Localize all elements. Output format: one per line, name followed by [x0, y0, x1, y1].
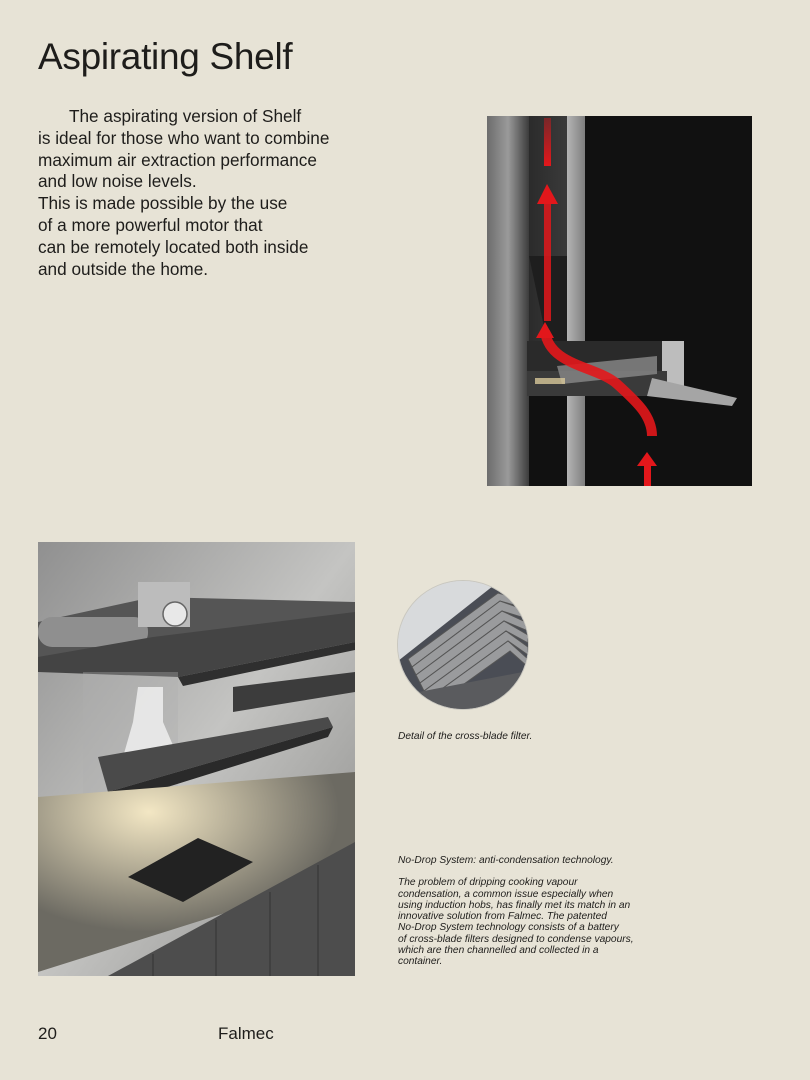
- intro-line: is ideal for those who want to combine: [38, 127, 330, 148]
- nodrop-line: which are then channelled and collected in a: [398, 945, 599, 957]
- page-title: Aspirating Shelf: [38, 36, 293, 77]
- intro-line: of a more powerful motor that: [38, 214, 263, 235]
- nodrop-line: using induction hobs, has finally met its match in an: [398, 899, 631, 911]
- airflow-photo: [487, 116, 752, 486]
- intro-paragraph: [38, 106, 368, 280]
- intro-line: The aspirating version of Shelf: [69, 106, 302, 126]
- intro-line: maximum air extraction performance: [38, 149, 317, 170]
- kitchen-photo: [38, 542, 355, 976]
- nodrop-line: of cross-blade filters designed to condense vapours,: [398, 933, 634, 945]
- nodrop-section: [398, 855, 688, 968]
- nodrop-line: No-Drop System technology consists of a battery: [398, 922, 619, 934]
- intro-line: can be remotely located both inside: [38, 236, 309, 257]
- intro-line: and outside the home.: [38, 258, 209, 279]
- nodrop-heading: No-Drop System: anti-condensation technology.: [398, 855, 614, 866]
- nodrop-line: container.: [398, 956, 443, 968]
- intro-line: This is made possible by the use: [38, 193, 288, 214]
- nodrop-line: The problem of dripping cooking vapour: [398, 877, 578, 889]
- nodrop-line: condensation, a common issue especially when: [398, 888, 614, 900]
- filter-detail-photo: [398, 581, 528, 709]
- filter-caption: Detail of the cross-blade filter.: [398, 731, 533, 742]
- intro-line: and low noise levels.: [38, 171, 197, 192]
- footer-brand: Falmec: [218, 1024, 274, 1043]
- page-number: 20: [38, 1024, 57, 1043]
- nodrop-line: innovative solution from Falmec. The patented: [398, 911, 607, 923]
